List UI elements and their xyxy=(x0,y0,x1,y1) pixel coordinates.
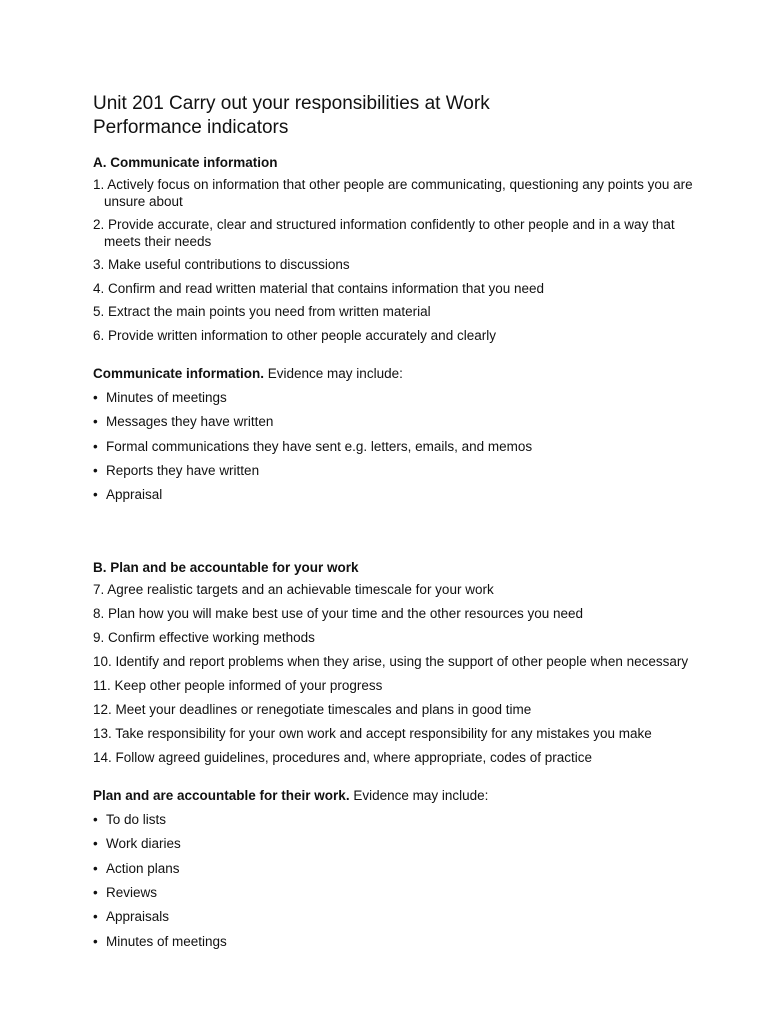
bullet-dot: • xyxy=(93,438,98,454)
evidence-intro-a xyxy=(93,365,713,383)
bullet-dot: • xyxy=(93,462,98,478)
list-item: 10. Identify and report problems when they arise, using the support of other people when necessary xyxy=(93,654,689,670)
section-a xyxy=(93,154,713,504)
list-item: 13. Take responsibility for your own work and accept responsibility for any mistakes you make xyxy=(93,725,652,741)
bullet-item: • Formal communications they have sent e.g. letters, emails, and memos xyxy=(93,438,533,454)
bullet-item: • Minutes of meetings xyxy=(93,933,227,949)
list-item: 2. Provide accurate, clear and structured information confidently to other people and in a way that meets their needs xyxy=(93,217,675,249)
title-line-1: Unit 201 Carry out your responsibilities at Work xyxy=(93,93,490,114)
bullet-dot: • xyxy=(93,909,98,925)
evidence-heading-text: Evidence may include: xyxy=(264,366,403,381)
list-item: 11. Keep other people informed of your progress xyxy=(93,677,383,693)
bullet-item: • Appraisal xyxy=(93,487,163,503)
bullet-dot: • xyxy=(93,836,98,852)
evidence-intro-b xyxy=(93,787,713,805)
list-item: 1. Actively focus on information that other people are communicating, questioning any points you are unsure about xyxy=(93,177,693,209)
section-a-heading: A. Communicate information xyxy=(93,155,278,170)
list-item: 7. Agree realistic targets and an achievable timescale for your work xyxy=(93,582,494,598)
bullet-item: • Work diaries xyxy=(93,836,181,852)
list-item: 14. Follow agreed guidelines, procedures and, where appropriate, codes of practice xyxy=(93,749,593,765)
bullet-item: • Messages they have written xyxy=(93,414,274,430)
section-b xyxy=(93,559,713,950)
bullet-dot: • xyxy=(93,885,98,901)
list-item: 6. Provide written information to other people accurately and clearly xyxy=(93,327,496,343)
bullet-dot: • xyxy=(93,414,98,430)
bullet-item: • Appraisals xyxy=(93,909,170,925)
evidence-heading-bold: Plan and are accountable for their work. xyxy=(93,788,350,804)
section-b-heading: B. Plan and be accountable for your work xyxy=(93,560,359,576)
list-item: 5. Extract the main points you need from written material xyxy=(93,304,431,319)
bullet-item: • Reports they have written xyxy=(93,462,260,478)
bullet-item: • To do lists xyxy=(93,812,167,828)
evidence-heading-bold: Communicate information. xyxy=(93,366,265,381)
list-item: 8. Plan how you will make best use of your time and the other resources you need xyxy=(93,606,584,622)
document-title xyxy=(93,92,713,140)
list-item: 12. Meet your deadlines or renegotiate timescales and plans in good time xyxy=(93,701,532,717)
list-item: 9. Confirm effective working methods xyxy=(93,630,315,646)
list-item: 4. Confirm and read written material that contains information that you need xyxy=(93,280,544,296)
bullet-item: • Action plans xyxy=(93,860,180,876)
list-item: 3. Make useful contributions to discussions xyxy=(93,257,350,272)
bullet-dot: • xyxy=(93,390,98,405)
bullet-dot: • xyxy=(93,933,98,949)
document-page xyxy=(93,92,713,951)
bullet-item: • Minutes of meetings xyxy=(93,390,227,405)
bullet-dot: • xyxy=(93,487,98,503)
evidence-heading-text: Evidence may include: xyxy=(349,788,489,804)
bullet-dot: • xyxy=(93,860,98,876)
bullet-item: • Reviews xyxy=(93,885,158,901)
bullet-dot: • xyxy=(93,812,98,828)
title-line-2: Performance indicators xyxy=(93,117,289,138)
